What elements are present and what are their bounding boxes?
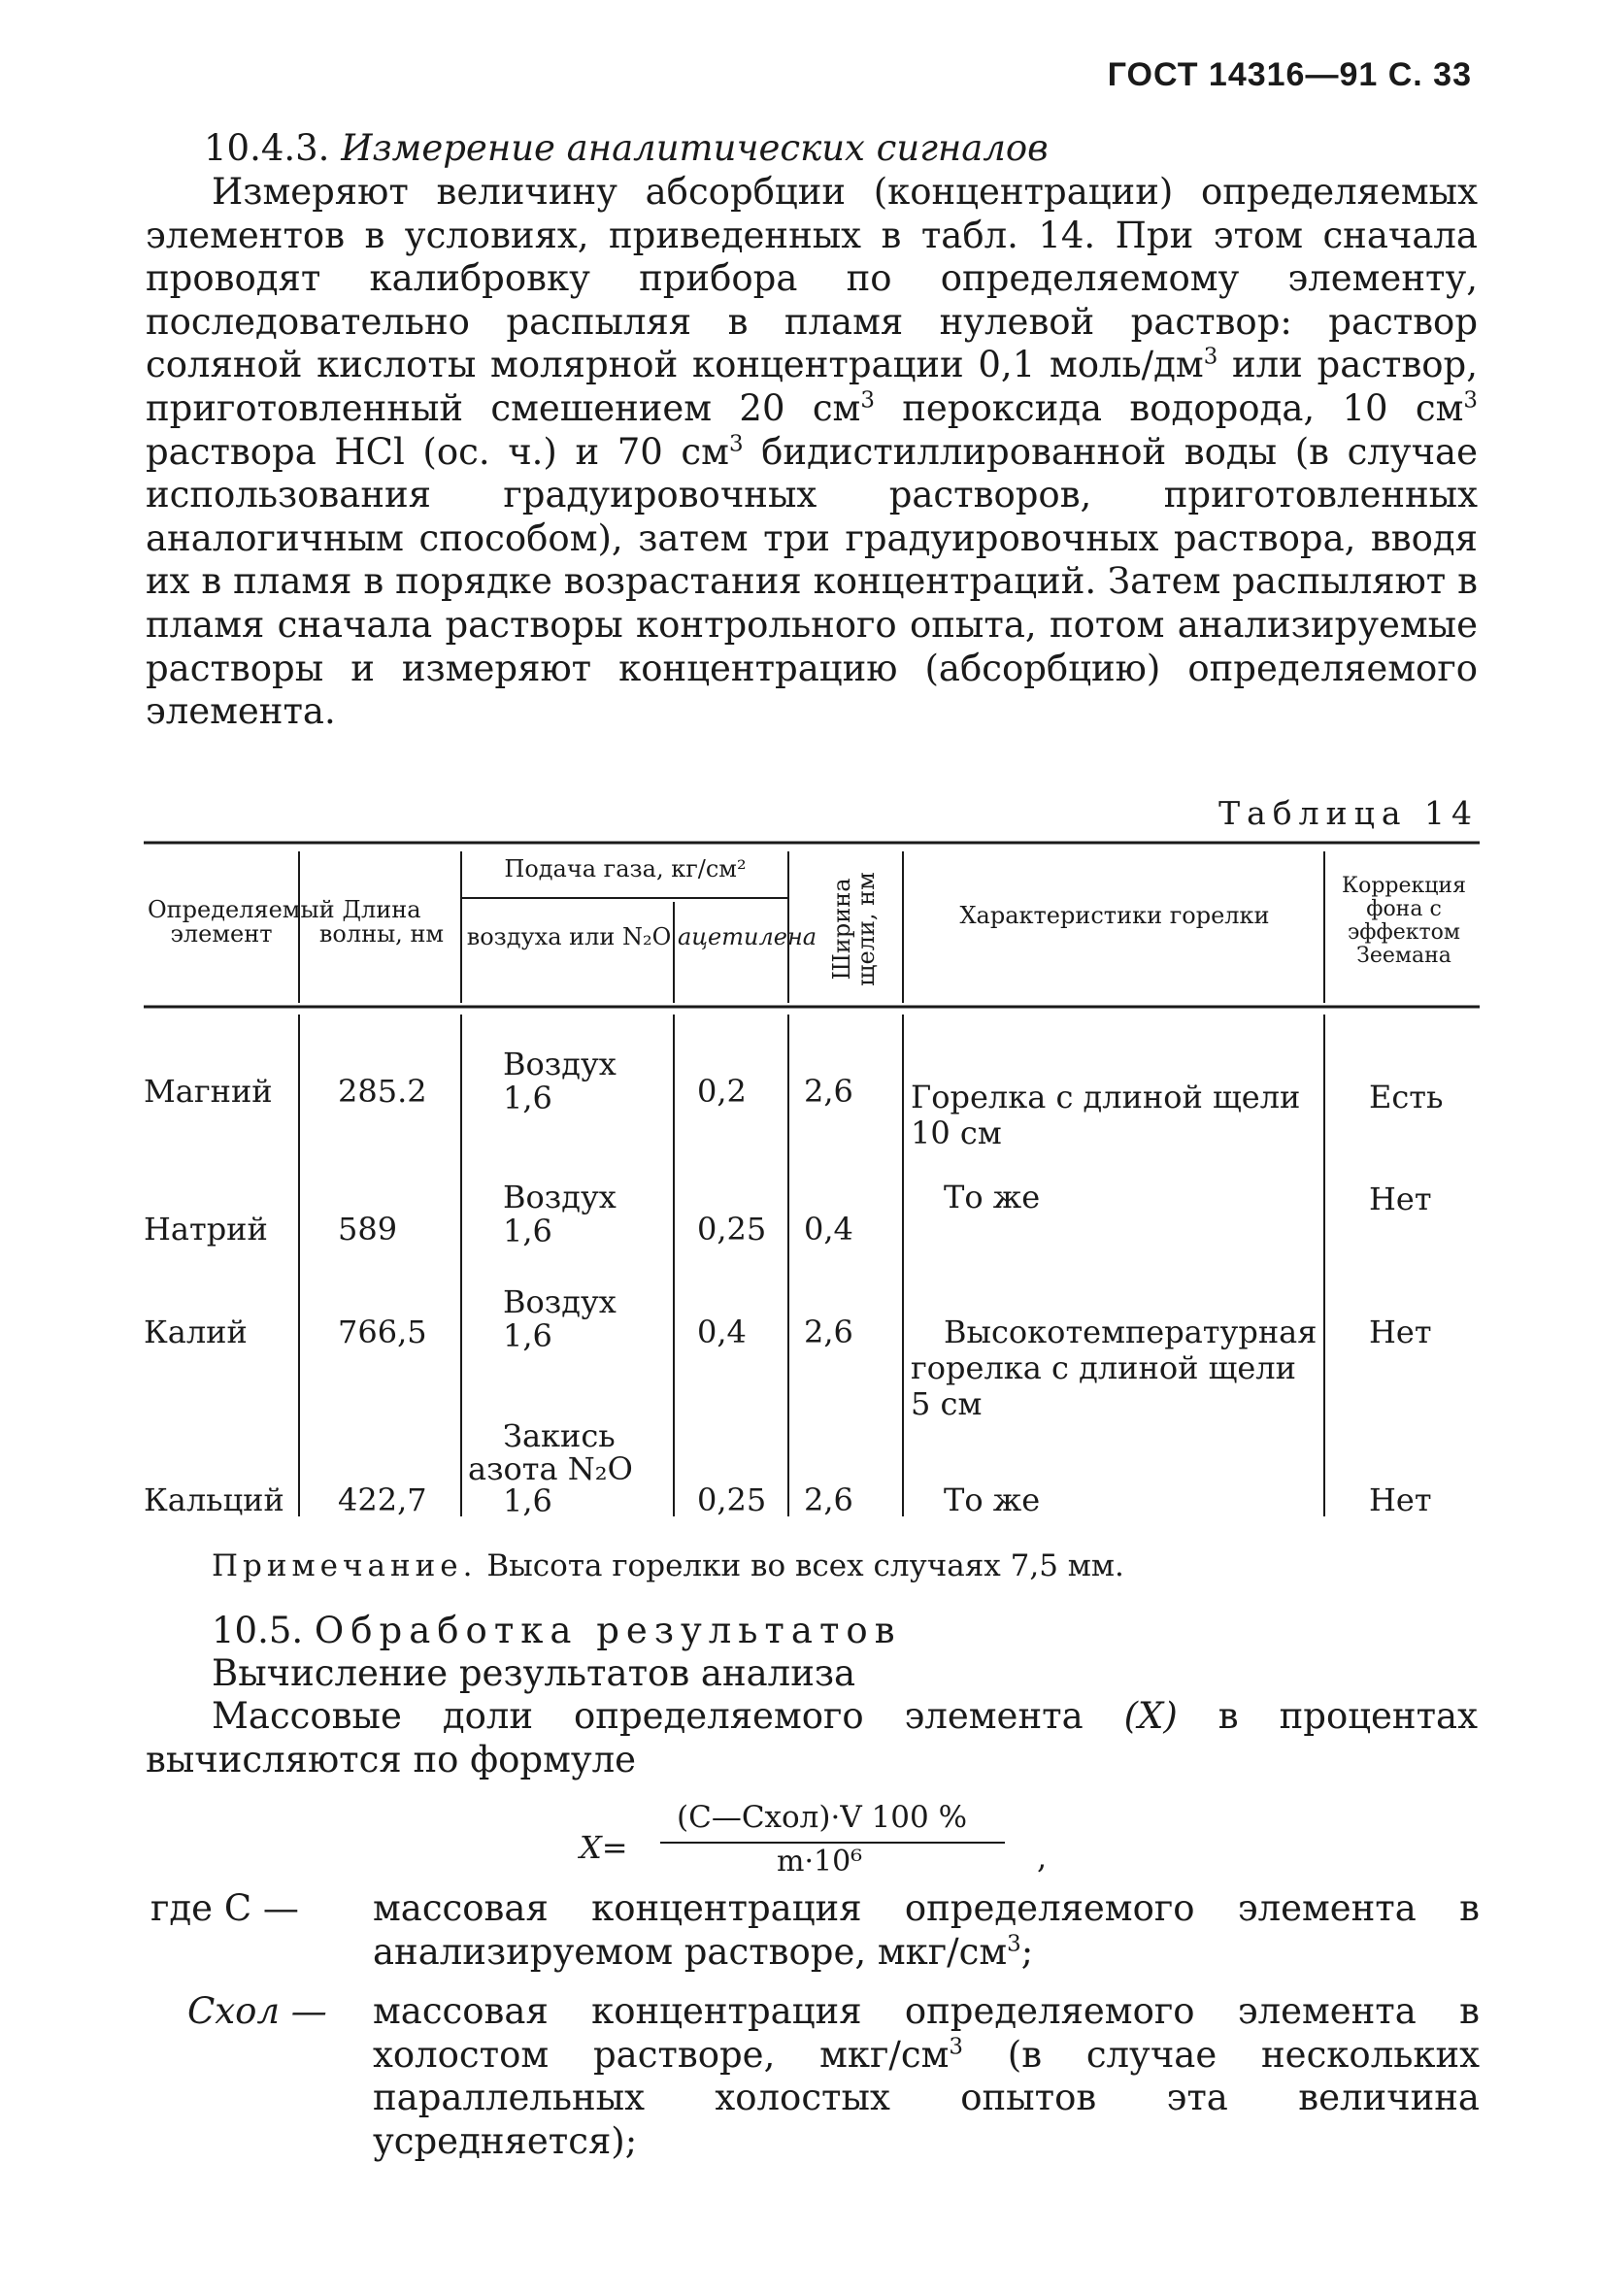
- definition-text-part: массовая концентрация определяемого элемента в анализируемом растворе, мкг/см: [373, 1887, 1480, 1973]
- section-paragraph: [146, 171, 1478, 734]
- section-title: Измерение аналитических сигналов: [341, 127, 1049, 169]
- table-note: [212, 1548, 1124, 1583]
- formula-comma: ,: [1037, 1839, 1048, 1876]
- col-header-burner: Характеристики горелки: [959, 902, 1270, 929]
- superscript: 3: [728, 431, 744, 457]
- intro-text: в процентах вычисляются по формуле: [146, 1695, 1478, 1780]
- col-header-acetylene: ацетилена: [678, 923, 817, 950]
- superscript: 3: [860, 387, 875, 414]
- running-header: ГОСТ 14316—91 С. 33: [1107, 56, 1472, 93]
- row1-wavelength: 285.2: [338, 1073, 427, 1110]
- section-number: 10.5.: [212, 1610, 304, 1651]
- row4-gas-line1: Закись: [503, 1417, 616, 1454]
- row4-slit: 2,6: [804, 1481, 853, 1518]
- paragraph-text: пероксида водорода, 10 см: [874, 386, 1464, 429]
- row3-gas-line1: Воздух: [503, 1283, 617, 1320]
- row2-burner: То же: [944, 1179, 1041, 1215]
- col-header-element: Определяемый элемент: [148, 896, 335, 948]
- definition-c-hol: [0, 1990, 1601, 2184]
- row3-burner: Высокотемпературная горелка с длиной щели 5 см: [911, 1314, 1317, 1422]
- intro-text: Массовые доли определяемого элемента: [212, 1695, 1124, 1737]
- paragraph-text: или раствор, приготовленный смешением 20 см: [146, 344, 1479, 429]
- section-heading: [146, 126, 1478, 171]
- row4-gas-line3: 1,6: [503, 1482, 552, 1519]
- row1-slit: 2,6: [804, 1073, 853, 1110]
- definition-term: где C —: [150, 1887, 299, 1929]
- definition-term: Cхол —: [187, 1990, 327, 2032]
- row4-burner: То же: [944, 1481, 1041, 1518]
- superscript: 3: [1463, 387, 1478, 414]
- definition-text-part: (в случае нескольких параллельных холостых опытов эта величина усредняется);: [373, 2033, 1480, 2162]
- col-header-wavelength: Длина волны, нм: [318, 896, 445, 948]
- col-header-correction: Коррекция фона с эффектом Зеемана: [1342, 874, 1466, 968]
- formula-lhs: X=: [580, 1829, 628, 1866]
- row1-element: Магний: [144, 1073, 273, 1110]
- row3-acetylene: 0,4: [697, 1314, 747, 1350]
- row2-gas-line1: Воздух: [503, 1179, 617, 1215]
- row2-acetylene: 0,25: [697, 1211, 767, 1248]
- definition-text: [373, 1887, 1480, 1974]
- col-header-air: воздуха или N₂O: [466, 923, 672, 950]
- superscript: 3: [1007, 1931, 1021, 1957]
- col-header-gas-group: Подача газа, кг/см²: [504, 855, 747, 882]
- row2-gas-line2: 1,6: [503, 1213, 552, 1249]
- intro-variable: (X): [1123, 1695, 1178, 1737]
- section-title: Обработка результатов: [314, 1610, 902, 1651]
- row2-wavelength: 589: [338, 1211, 398, 1248]
- superscript: 3: [949, 2034, 963, 2060]
- formula-denominator: m·10⁶: [777, 1845, 863, 1879]
- definition-text-part: ;: [1020, 1930, 1034, 1973]
- row3-element: Калий: [144, 1314, 248, 1350]
- table-14: [144, 840, 1480, 1519]
- row3-gas-line2: 1,6: [503, 1317, 552, 1354]
- table-caption: Таблица 14: [1218, 794, 1479, 832]
- formula-intro: [146, 1695, 1478, 1781]
- row1-correction: Есть: [1369, 1079, 1444, 1115]
- fraction-bar: [660, 1842, 1005, 1844]
- row4-correction: Нет: [1369, 1481, 1432, 1518]
- note-label: Примечание.: [212, 1548, 478, 1583]
- row2-element: Натрий: [144, 1211, 268, 1248]
- section-intro: [146, 1695, 1478, 1781]
- note-text: Высота горелки во всех случаях 7,5 мм.: [477, 1548, 1124, 1583]
- row1-gas-line2: 1,6: [503, 1080, 552, 1116]
- section-10-4-3: [146, 126, 1478, 734]
- row3-slit: 2,6: [804, 1314, 853, 1350]
- section-10-5: [212, 1610, 902, 1695]
- definition-text: [373, 1990, 1480, 2163]
- row4-wavelength: 422,7: [338, 1481, 427, 1518]
- formula-numerator: (C—Cхол)·V 100 %: [677, 1800, 968, 1835]
- row1-gas-line1: Воздух: [503, 1046, 617, 1082]
- paragraph-text: Измеряют величину абсорбции (концентрации) определяемых элементов в условиях, приведенных в табл. 14. При этом сначала проводят калибровку прибора по определяемому элементу, последовательно распыляя в пламя нулевой раствор: раствор соляной кислоты молярной концентрации 0,1 моль/дм: [146, 171, 1478, 386]
- row4-acetylene: 0,25: [697, 1481, 767, 1518]
- superscript: 3: [1203, 345, 1218, 371]
- row4-element: Кальций: [144, 1481, 284, 1518]
- paragraph-text: бидистиллированной воды (в случае использования градуировочных растворов, приготовленных аналогичным способом), затем три градуировочных раствора, вводя их в пламя в порядке возрастания концентраций. Затем распыляют в пламя сначала растворы контрольного опыта, потом анализируемые растворы и измеряют концентрацию (абсорбцию) определяемого элемента.: [146, 430, 1478, 733]
- row4-gas-line2: азота N₂O: [468, 1450, 633, 1487]
- row2-slit: 0,4: [804, 1211, 853, 1248]
- col-header-slit: Ширина щели, нм: [828, 872, 880, 986]
- section-number: 10.4.3.: [204, 127, 330, 169]
- definition-text-part: массовая концентрация определяемого элемента в холостом растворе, мкг/см: [373, 1990, 1480, 2076]
- row3-wavelength: 766,5: [338, 1314, 427, 1350]
- section-subtitle: Вычисление результатов анализа: [212, 1652, 856, 1694]
- row3-correction: Нет: [1369, 1314, 1432, 1350]
- row1-acetylene: 0,2: [697, 1073, 747, 1110]
- paragraph-text: раствора HCl (ос. ч.) и 70 см: [146, 430, 729, 473]
- row2-correction: Нет: [1369, 1181, 1432, 1217]
- row1-burner: Горелка с длиной щели 10 см: [911, 1079, 1301, 1151]
